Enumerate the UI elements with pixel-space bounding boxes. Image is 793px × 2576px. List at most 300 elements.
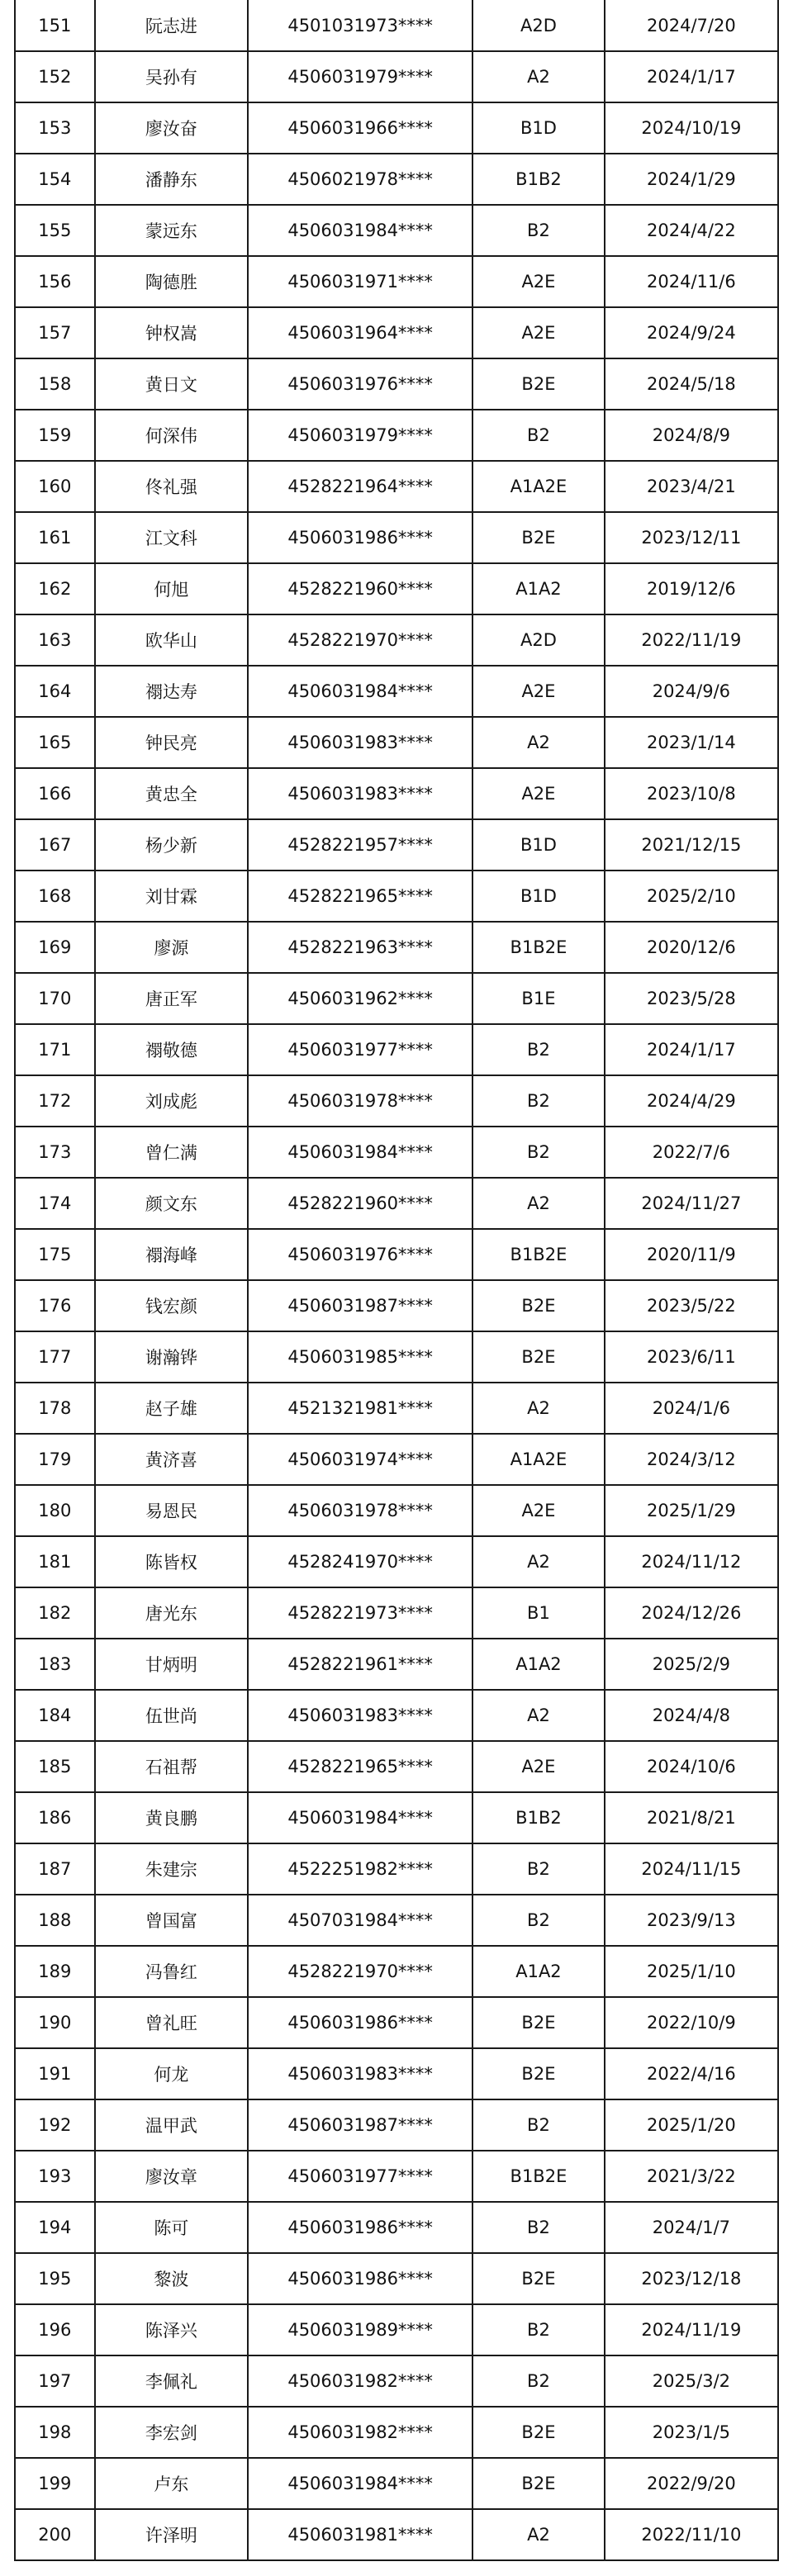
row-number-cell: 195 [15,2253,95,2304]
row-number-cell: 190 [15,1997,95,2048]
date-cell: 2019/12/6 [605,563,778,614]
date-cell: 2024/10/6 [605,1741,778,1792]
date-cell: 2020/12/6 [605,922,778,973]
name-cell: 蒙远东 [95,205,248,256]
name-cell: 伍世尚 [95,1690,248,1741]
table-row [15,102,778,154]
id-number-cell: 4528221960**** [248,563,472,614]
date-cell: 2023/5/28 [605,973,778,1024]
license-class-cell: A1A2 [472,1946,605,1997]
table-row [15,2458,778,2509]
table-row [15,871,778,922]
id-number-cell: 4506031982**** [248,2407,472,2458]
name-cell: 廖汝章 [95,2151,248,2202]
id-number-cell: 4506031984**** [248,205,472,256]
name-cell: 刘成彪 [95,1075,248,1127]
row-number-cell: 200 [15,2509,95,2560]
license-class-cell: B1B2 [472,1792,605,1843]
table-row [15,2099,778,2151]
date-cell: 2024/11/27 [605,1178,778,1229]
table-row [15,256,778,307]
id-number-cell: 4528221961**** [248,1639,472,1690]
table-row [15,1075,778,1127]
date-cell: 2024/11/6 [605,256,778,307]
id-number-cell: 4506031986**** [248,2253,472,2304]
name-cell: 禤敬德 [95,1024,248,1075]
row-number-cell: 155 [15,205,95,256]
row-number-cell: 168 [15,871,95,922]
date-cell: 2023/9/13 [605,1895,778,1946]
id-number-cell: 4506031978**** [248,1485,472,1536]
license-class-cell: B2 [472,205,605,256]
id-number-cell: 4506031974**** [248,1434,472,1485]
license-class-cell: A2E [472,768,605,819]
name-cell: 冯鲁红 [95,1946,248,1997]
date-cell: 2023/6/11 [605,1331,778,1383]
name-cell: 刘甘霖 [95,871,248,922]
date-cell: 2024/1/29 [605,154,778,205]
date-cell: 2023/12/18 [605,2253,778,2304]
id-number-cell: 4506031982**** [248,2355,472,2407]
license-class-cell: A2E [472,307,605,358]
date-cell: 2022/11/10 [605,2509,778,2560]
name-cell: 颜文东 [95,1178,248,1229]
license-class-cell: B1 [472,1587,605,1639]
table-row [15,666,778,717]
id-number-cell: 4506031984**** [248,2458,472,2509]
license-class-cell: A1A2 [472,1639,605,1690]
id-number-cell: 4528221963**** [248,922,472,973]
date-cell: 2023/1/14 [605,717,778,768]
date-cell: 2024/8/9 [605,410,778,461]
id-number-cell: 4506031986**** [248,512,472,563]
name-cell: 李佩礼 [95,2355,248,2407]
license-class-cell: B2 [472,2202,605,2253]
row-number-cell: 182 [15,1587,95,1639]
id-number-cell: 4506031978**** [248,1075,472,1127]
name-cell: 廖源 [95,922,248,973]
date-cell: 2024/9/6 [605,666,778,717]
row-number-cell: 177 [15,1331,95,1383]
table-row [15,1895,778,1946]
id-number-cell: 4528221957**** [248,819,472,871]
row-number-cell: 185 [15,1741,95,1792]
row-number-cell: 156 [15,256,95,307]
license-class-cell: B2E [472,2458,605,2509]
license-class-cell: A1A2 [472,563,605,614]
table-row [15,461,778,512]
name-cell: 陈皆权 [95,1536,248,1587]
table-row [15,1331,778,1383]
license-class-cell: B1B2E [472,2151,605,2202]
license-class-cell: B2 [472,1843,605,1895]
license-class-cell: B2E [472,512,605,563]
row-number-cell: 169 [15,922,95,973]
date-cell: 2022/7/6 [605,1127,778,1178]
id-number-cell: 4528221965**** [248,1741,472,1792]
table-row [15,2253,778,2304]
id-number-cell: 4528221973**** [248,1587,472,1639]
row-number-cell: 196 [15,2304,95,2355]
date-cell: 2022/11/19 [605,614,778,666]
row-number-cell: 152 [15,51,95,102]
row-number-cell: 151 [15,0,95,51]
table-row [15,717,778,768]
id-number-cell: 4506031986**** [248,1997,472,2048]
date-cell: 2023/1/5 [605,2407,778,2458]
id-number-cell: 4506031987**** [248,1280,472,1331]
date-cell: 2024/4/8 [605,1690,778,1741]
date-cell: 2025/2/9 [605,1639,778,1690]
table-row [15,2304,778,2355]
date-cell: 2022/9/20 [605,2458,778,2509]
roster-table [14,0,779,2561]
id-number-cell: 4506031964**** [248,307,472,358]
table-row [15,1485,778,1536]
row-number-cell: 175 [15,1229,95,1280]
id-number-cell: 4506031984**** [248,666,472,717]
name-cell: 江文科 [95,512,248,563]
license-class-cell: B2E [472,2407,605,2458]
table-row [15,1997,778,2048]
name-cell: 钱宏颜 [95,1280,248,1331]
name-cell: 许泽明 [95,2509,248,2560]
name-cell: 钟民亮 [95,717,248,768]
table-row [15,2048,778,2099]
date-cell: 2024/4/29 [605,1075,778,1127]
license-class-cell: A2 [472,1690,605,1741]
id-number-cell: 4506031966**** [248,102,472,154]
name-cell: 佟礼强 [95,461,248,512]
id-number-cell: 4521321981**** [248,1383,472,1434]
license-class-cell: B1E [472,973,605,1024]
name-cell: 黄良鹏 [95,1792,248,1843]
table-row [15,512,778,563]
id-number-cell: 4506031977**** [248,2151,472,2202]
id-number-cell: 4506031979**** [248,410,472,461]
date-cell: 2023/4/21 [605,461,778,512]
table-row [15,410,778,461]
id-number-cell: 4506031984**** [248,1127,472,1178]
license-class-cell: A2 [472,2509,605,2560]
name-cell: 廖汝奋 [95,102,248,154]
name-cell: 唐正军 [95,973,248,1024]
id-number-cell: 4506031962**** [248,973,472,1024]
row-number-cell: 199 [15,2458,95,2509]
row-number-cell: 191 [15,2048,95,2099]
id-number-cell: 4506031983**** [248,1690,472,1741]
date-cell: 2023/5/22 [605,1280,778,1331]
name-cell: 欧华山 [95,614,248,666]
name-cell: 杨少新 [95,819,248,871]
date-cell: 2024/5/18 [605,358,778,410]
license-class-cell: B2 [472,1024,605,1075]
name-cell: 唐光东 [95,1587,248,1639]
row-number-cell: 165 [15,717,95,768]
row-number-cell: 166 [15,768,95,819]
roster-table-body [15,0,778,2560]
row-number-cell: 159 [15,410,95,461]
table-row [15,2202,778,2253]
name-cell: 石祖帮 [95,1741,248,1792]
id-number-cell: 4528221965**** [248,871,472,922]
row-number-cell: 153 [15,102,95,154]
name-cell: 陈泽兴 [95,2304,248,2355]
license-class-cell: A2 [472,717,605,768]
license-class-cell: B2 [472,1127,605,1178]
table-row [15,1383,778,1434]
table-row [15,2509,778,2560]
name-cell: 黎波 [95,2253,248,2304]
id-number-cell: 4506031979**** [248,51,472,102]
date-cell: 2025/1/20 [605,2099,778,2151]
row-number-cell: 198 [15,2407,95,2458]
license-class-cell: A1A2E [472,461,605,512]
date-cell: 2021/8/21 [605,1792,778,1843]
row-number-cell: 186 [15,1792,95,1843]
id-number-cell: 4506031983**** [248,768,472,819]
id-number-cell: 4507031984**** [248,1895,472,1946]
table-row [15,1741,778,1792]
row-number-cell: 157 [15,307,95,358]
id-number-cell: 4506031976**** [248,358,472,410]
id-number-cell: 4506031989**** [248,2304,472,2355]
table-row [15,1843,778,1895]
table-row [15,1536,778,1587]
license-class-cell: B2 [472,1895,605,1946]
id-number-cell: 4506031983**** [248,717,472,768]
name-cell: 卢东 [95,2458,248,2509]
name-cell: 何龙 [95,2048,248,2099]
date-cell: 2024/11/19 [605,2304,778,2355]
name-cell: 黄日文 [95,358,248,410]
row-number-cell: 179 [15,1434,95,1485]
table-row [15,1690,778,1741]
date-cell: 2024/1/17 [605,1024,778,1075]
row-number-cell: 192 [15,2099,95,2151]
table-row [15,51,778,102]
table-row [15,563,778,614]
license-class-cell: B2 [472,2099,605,2151]
table-row [15,307,778,358]
license-class-cell: B2E [472,358,605,410]
license-class-cell: A2D [472,614,605,666]
row-number-cell: 164 [15,666,95,717]
name-cell: 陈可 [95,2202,248,2253]
license-class-cell: B2E [472,2048,605,2099]
row-number-cell: 180 [15,1485,95,1536]
license-class-cell: A2E [472,666,605,717]
license-class-cell: B2E [472,1997,605,2048]
row-number-cell: 162 [15,563,95,614]
row-number-cell: 170 [15,973,95,1024]
table-row [15,2407,778,2458]
name-cell: 吴孙有 [95,51,248,102]
table-row [15,614,778,666]
name-cell: 阮志进 [95,0,248,51]
date-cell: 2022/10/9 [605,1997,778,2048]
date-cell: 2020/11/9 [605,1229,778,1280]
name-cell: 潘静东 [95,154,248,205]
row-number-cell: 197 [15,2355,95,2407]
date-cell: 2024/12/26 [605,1587,778,1639]
license-class-cell: A2E [472,256,605,307]
license-class-cell: B2 [472,410,605,461]
date-cell: 2024/4/22 [605,205,778,256]
row-number-cell: 184 [15,1690,95,1741]
table-row [15,1946,778,1997]
date-cell: 2021/3/22 [605,2151,778,2202]
name-cell: 钟权嵩 [95,307,248,358]
id-number-cell: 4506031977**** [248,1024,472,1075]
license-class-cell: B2E [472,1280,605,1331]
row-number-cell: 193 [15,2151,95,2202]
name-cell: 黄济喜 [95,1434,248,1485]
table-row [15,2355,778,2407]
date-cell: 2024/10/19 [605,102,778,154]
license-class-cell: B2 [472,1075,605,1127]
row-number-cell: 158 [15,358,95,410]
id-number-cell: 4506031981**** [248,2509,472,2560]
id-number-cell: 4528221970**** [248,614,472,666]
row-number-cell: 171 [15,1024,95,1075]
license-class-cell: A1A2E [472,1434,605,1485]
date-cell: 2025/1/29 [605,1485,778,1536]
row-number-cell: 173 [15,1127,95,1178]
table-row [15,922,778,973]
name-cell: 曾国富 [95,1895,248,1946]
license-class-cell: A2 [472,1383,605,1434]
name-cell: 陶德胜 [95,256,248,307]
table-row [15,1434,778,1485]
date-cell: 2023/12/11 [605,512,778,563]
date-cell: 2024/11/15 [605,1843,778,1895]
license-class-cell: A2D [472,0,605,51]
license-class-cell: B2 [472,2355,605,2407]
name-cell: 黄忠全 [95,768,248,819]
date-cell: 2021/12/15 [605,819,778,871]
table-row [15,1024,778,1075]
license-class-cell: B1B2 [472,154,605,205]
name-cell: 何旭 [95,563,248,614]
name-cell: 朱建宗 [95,1843,248,1895]
license-class-cell: B1D [472,819,605,871]
date-cell: 2023/10/8 [605,768,778,819]
date-cell: 2025/1/10 [605,1946,778,1997]
date-cell: 2025/3/2 [605,2355,778,2407]
license-class-cell: A2 [472,1536,605,1587]
table-row [15,205,778,256]
table-row [15,154,778,205]
row-number-cell: 174 [15,1178,95,1229]
license-class-cell: B1B2E [472,922,605,973]
license-class-cell: B1B2E [472,1229,605,1280]
id-number-cell: 4506031986**** [248,2202,472,2253]
row-number-cell: 172 [15,1075,95,1127]
name-cell: 易恩民 [95,1485,248,1536]
license-class-cell: A2 [472,51,605,102]
date-cell: 2024/7/20 [605,0,778,51]
row-number-cell: 189 [15,1946,95,1997]
table-row [15,1280,778,1331]
name-cell: 赵子雄 [95,1383,248,1434]
date-cell: 2024/1/17 [605,51,778,102]
name-cell: 禤海峰 [95,1229,248,1280]
id-number-cell: 4501031973**** [248,0,472,51]
id-number-cell: 4506031985**** [248,1331,472,1383]
table-row [15,358,778,410]
license-class-cell: A2E [472,1485,605,1536]
license-class-cell: B2E [472,2253,605,2304]
row-number-cell: 183 [15,1639,95,1690]
name-cell: 曾礼旺 [95,1997,248,2048]
date-cell: 2022/4/16 [605,2048,778,2099]
table-row [15,1229,778,1280]
name-cell: 甘炳明 [95,1639,248,1690]
id-number-cell: 4528221960**** [248,1178,472,1229]
name-cell: 禤达寿 [95,666,248,717]
table-row [15,973,778,1024]
id-number-cell: 4528221964**** [248,461,472,512]
license-class-cell: A2E [472,1741,605,1792]
name-cell: 李宏剑 [95,2407,248,2458]
date-cell: 2024/11/12 [605,1536,778,1587]
row-number-cell: 176 [15,1280,95,1331]
table-row [15,1127,778,1178]
id-number-cell: 4506031983**** [248,2048,472,2099]
row-number-cell: 194 [15,2202,95,2253]
id-number-cell: 4528221970**** [248,1946,472,1997]
license-class-cell: B2E [472,1331,605,1383]
row-number-cell: 178 [15,1383,95,1434]
id-number-cell: 4506031976**** [248,1229,472,1280]
id-number-cell: 4528241970**** [248,1536,472,1587]
table-row [15,2151,778,2202]
date-cell: 2024/3/12 [605,1434,778,1485]
name-cell: 温甲武 [95,2099,248,2151]
row-number-cell: 163 [15,614,95,666]
id-number-cell: 4506031971**** [248,256,472,307]
id-number-cell: 4506031987**** [248,2099,472,2151]
row-number-cell: 160 [15,461,95,512]
table-row [15,1792,778,1843]
row-number-cell: 154 [15,154,95,205]
table-row [15,819,778,871]
date-cell: 2024/1/6 [605,1383,778,1434]
table-row [15,1639,778,1690]
row-number-cell: 167 [15,819,95,871]
id-number-cell: 4522251982**** [248,1843,472,1895]
table-row [15,0,778,51]
table-row [15,1178,778,1229]
license-class-cell: A2 [472,1178,605,1229]
date-cell: 2025/2/10 [605,871,778,922]
license-class-cell: B2 [472,2304,605,2355]
row-number-cell: 188 [15,1895,95,1946]
id-number-cell: 4506031984**** [248,1792,472,1843]
name-cell: 曾仁满 [95,1127,248,1178]
row-number-cell: 181 [15,1536,95,1587]
license-class-cell: B1D [472,871,605,922]
license-class-cell: B1D [472,102,605,154]
table-row [15,768,778,819]
row-number-cell: 187 [15,1843,95,1895]
date-cell: 2024/1/7 [605,2202,778,2253]
name-cell: 何深伟 [95,410,248,461]
table-row [15,1587,778,1639]
name-cell: 谢瀚铧 [95,1331,248,1383]
id-number-cell: 4506021978**** [248,154,472,205]
